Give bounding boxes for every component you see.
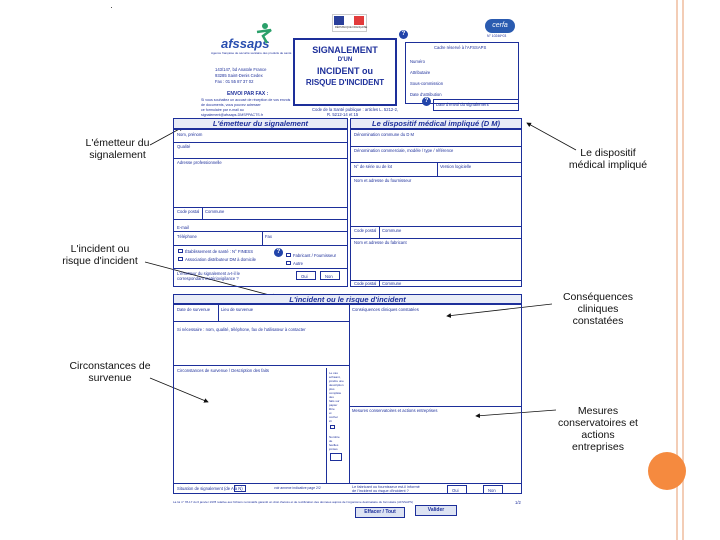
side-note-4: description <box>329 383 344 387</box>
help-icon-title[interactable]: ? <box>399 30 408 39</box>
effacer-button[interactable]: Effacer / Tout <box>355 507 405 518</box>
side-note-3: joindre une <box>329 379 344 383</box>
label-incident: L'incident ou risque d'incident <box>62 243 138 267</box>
fournisseur-question-2: correspondant matériovigilance ? <box>177 276 239 281</box>
emetteur-oui-label: Oui <box>301 274 308 279</box>
dispositif-version[interactable]: Version logicielle <box>440 164 472 169</box>
envoi-text-1: Si vous souhaitez un accusé de réception de vos envois <box>201 98 291 102</box>
title-line-3: INCIDENT ou <box>317 66 373 76</box>
incident-non-label: Non <box>488 488 496 493</box>
afssaps-logo: afssaps <box>221 36 270 51</box>
emetteur-section <box>173 129 348 287</box>
etab-label-3: Fabricant / Fournisseur <box>293 253 337 258</box>
label-dispositif: Le dispositif médical impliqué <box>568 147 648 171</box>
incident-oui-box[interactable] <box>447 485 467 494</box>
dispositif-fournisseur[interactable]: Nom et adresse du fournisseur <box>354 178 412 183</box>
envoi-text-3: ce formulaire par e-mail au <box>201 108 244 112</box>
side-note-13: ici <box>329 419 332 423</box>
dispositif-commune-2[interactable]: Commune <box>382 281 402 286</box>
reception-field-4: Date d'attribution <box>410 92 442 97</box>
etab-label-4: Autre <box>293 261 304 266</box>
etab-label-1: Établissement de santé : N° FINESS <box>185 249 254 254</box>
dispositif-fabricant[interactable]: Nom et adresse du fabricant <box>354 240 407 245</box>
emetteur-commune[interactable]: Commune <box>205 209 225 214</box>
incident-situation[interactable]: Situation de signalement (de A à N) <box>177 486 243 491</box>
reception-field-2: Attributaire <box>410 70 431 75</box>
afssaps-figure-icon <box>253 22 273 44</box>
emetteur-qualite[interactable]: Qualité <box>177 144 191 149</box>
dispositif-denomination[interactable]: Dénomination commune du D M <box>354 132 415 137</box>
help-icon-date[interactable]: ? <box>422 97 431 106</box>
reception-box <box>405 42 519 104</box>
label-mesures: Mesures conservatoires et actions entreprises <box>558 405 638 453</box>
incident-mesures[interactable]: Mesures conservatoires et actions entreprises <box>352 408 438 413</box>
side-note-7: des <box>329 395 334 399</box>
republique-label: RÉPUBLIQUE FRANÇAISE <box>335 26 368 29</box>
dispositif-code-postal-2[interactable]: Code postal <box>354 281 377 286</box>
envoi-text-2: de documents, vous pouvez adresser <box>201 103 261 107</box>
side-note-11: et <box>329 411 332 415</box>
title-line-2: D'UN <box>337 57 353 63</box>
dispositif-commune-1[interactable]: Commune <box>382 228 402 233</box>
title-box <box>293 38 397 106</box>
emetteur-email[interactable]: E-mail <box>177 225 189 230</box>
incident-non-box[interactable] <box>483 485 503 494</box>
etab-label-2: Association distributeur DM à domicile <box>185 257 256 262</box>
label-consequences: Conséquences cliniques constatées <box>562 291 634 327</box>
code-text-1: Code de la Santé publique : articles L. 5212-2, <box>312 107 399 112</box>
checkbox-fabricant[interactable] <box>286 253 291 257</box>
emetteur-telephone[interactable]: Téléphone <box>177 234 197 239</box>
dispositif-section <box>350 129 522 287</box>
emetteur-adresse[interactable]: Adresse professionnelle <box>177 160 222 165</box>
checkbox-etablissement[interactable] <box>178 249 183 253</box>
title-line-1: SIGNALEMENT <box>312 45 378 55</box>
side-note-5: plus <box>329 387 335 391</box>
footer-legal: La loi n° 78-17 du 6 janvier 1978 relative aux fichiers nominatifs garantit un droit d'accès et de rectification des données auprès de l'organisme destinataire du formulaire (AFSSAPS) <box>173 500 413 504</box>
fabricant-question-1: Le fabricant ou fournisseur est-il informé <box>352 485 420 489</box>
nombre-feuilles-input[interactable] <box>330 453 342 461</box>
address-line-1: 143/147, bd Anatole France <box>215 67 267 72</box>
emetteur-header: L'émetteur du signalement <box>173 118 348 129</box>
checkbox-association[interactable] <box>178 257 183 261</box>
help-icon-etablissement[interactable]: ? <box>274 248 283 257</box>
emetteur-oui-box[interactable] <box>296 271 316 280</box>
incident-date[interactable]: Date de survenue <box>177 307 211 312</box>
address-line-3: Fax : 01 55 87 37 02 <box>215 79 254 84</box>
side-note-9: papier <box>329 403 338 407</box>
afssaps-subtitle: Agence française de sécurité sanitaire des produits de santé <box>211 51 292 55</box>
situation-input[interactable] <box>234 485 246 492</box>
side-note-6: complète <box>329 391 342 395</box>
incident-contact[interactable]: Si nécessaire : nom, qualité, téléphone, fax de l'utilisateur à contacter <box>177 327 306 332</box>
address-line-2: 93285 Saint-Denis Cedex <box>215 73 263 78</box>
side-note-12: cocher <box>329 415 339 419</box>
valider-button[interactable]: Valider <box>415 505 457 516</box>
date-envoi-box[interactable] <box>433 99 519 111</box>
reception-field-1: Numéro <box>410 59 425 64</box>
incident-consequences[interactable]: Conséquences cliniques constatées <box>352 307 419 312</box>
emetteur-fax[interactable]: Fax <box>265 234 272 239</box>
incident-section <box>173 304 522 494</box>
incident-oui-label: Oui <box>452 488 459 493</box>
envoi-text-4: signalement@afssaps-DMSPPACTS.fr <box>201 113 263 117</box>
dispositif-code-postal-1[interactable]: Code postal <box>354 228 377 233</box>
checkbox-autre[interactable] <box>286 261 291 265</box>
side-note-17: jointes <box>329 447 338 451</box>
checkbox-joindre[interactable] <box>330 425 335 429</box>
side-note-2: échéant, <box>329 375 341 379</box>
emetteur-non-box[interactable] <box>320 271 340 280</box>
dispositif-serie[interactable]: N° de série ou de lot <box>354 164 392 169</box>
incident-lieu[interactable]: Lieu de survenue <box>221 307 254 312</box>
fournisseur-question-1: L'émetteur du signalement a-t-il le <box>177 271 240 276</box>
emetteur-nom[interactable]: Nom, prénom <box>177 132 203 137</box>
label-emetteur: L'émetteur du signalement <box>85 137 150 161</box>
signalement-form <box>165 10 545 525</box>
dispositif-commerciale[interactable]: Dénomination commerciale, modèle / type / référence <box>354 148 454 153</box>
reception-title: Cadre réservé à l'AFSSAPS <box>434 45 487 50</box>
label-circonstances: Circonstances de survenue <box>69 360 151 384</box>
dispositif-header: Le dispositif médical impliqué (D M) <box>350 118 522 129</box>
side-note-14: Nombre <box>329 435 340 439</box>
title-line-4: RISQUE D'INCIDENT <box>305 78 385 87</box>
side-note-10: libre <box>329 407 335 411</box>
side-note-15: de <box>329 439 333 443</box>
fabricant-question-2: de l'incident ou risque d'incident ? <box>352 489 409 493</box>
side-note-8: faits sur <box>329 399 340 403</box>
cerfa-number: N° 10246*03 <box>487 34 507 38</box>
reception-field-3: Sous-commission <box>410 81 444 86</box>
envoi-label: ENVOI PAR FAX : <box>227 91 269 97</box>
republique-logo <box>332 14 367 32</box>
header-dot: · <box>110 2 113 12</box>
date-envoi-label: Date d'envoi du signalement <box>436 102 489 107</box>
code-text-2: R. 5212-14 et 15 <box>327 112 359 117</box>
side-note-1: Le cas <box>329 371 338 375</box>
incident-circonstances[interactable]: Circonstances de survenue / Description des faits <box>177 368 269 373</box>
emetteur-non-label: Non <box>325 274 333 279</box>
side-note-16: feuilles <box>329 443 339 447</box>
emetteur-code-postal[interactable]: Code postal <box>177 209 200 214</box>
footer-page: 1/2 <box>515 500 521 505</box>
incident-annexe: voir annexe indicative page 2/2 <box>274 486 321 490</box>
cerfa-logo: cerfa <box>485 19 515 33</box>
incident-header: L'incident ou le risque d'incident <box>173 294 522 304</box>
